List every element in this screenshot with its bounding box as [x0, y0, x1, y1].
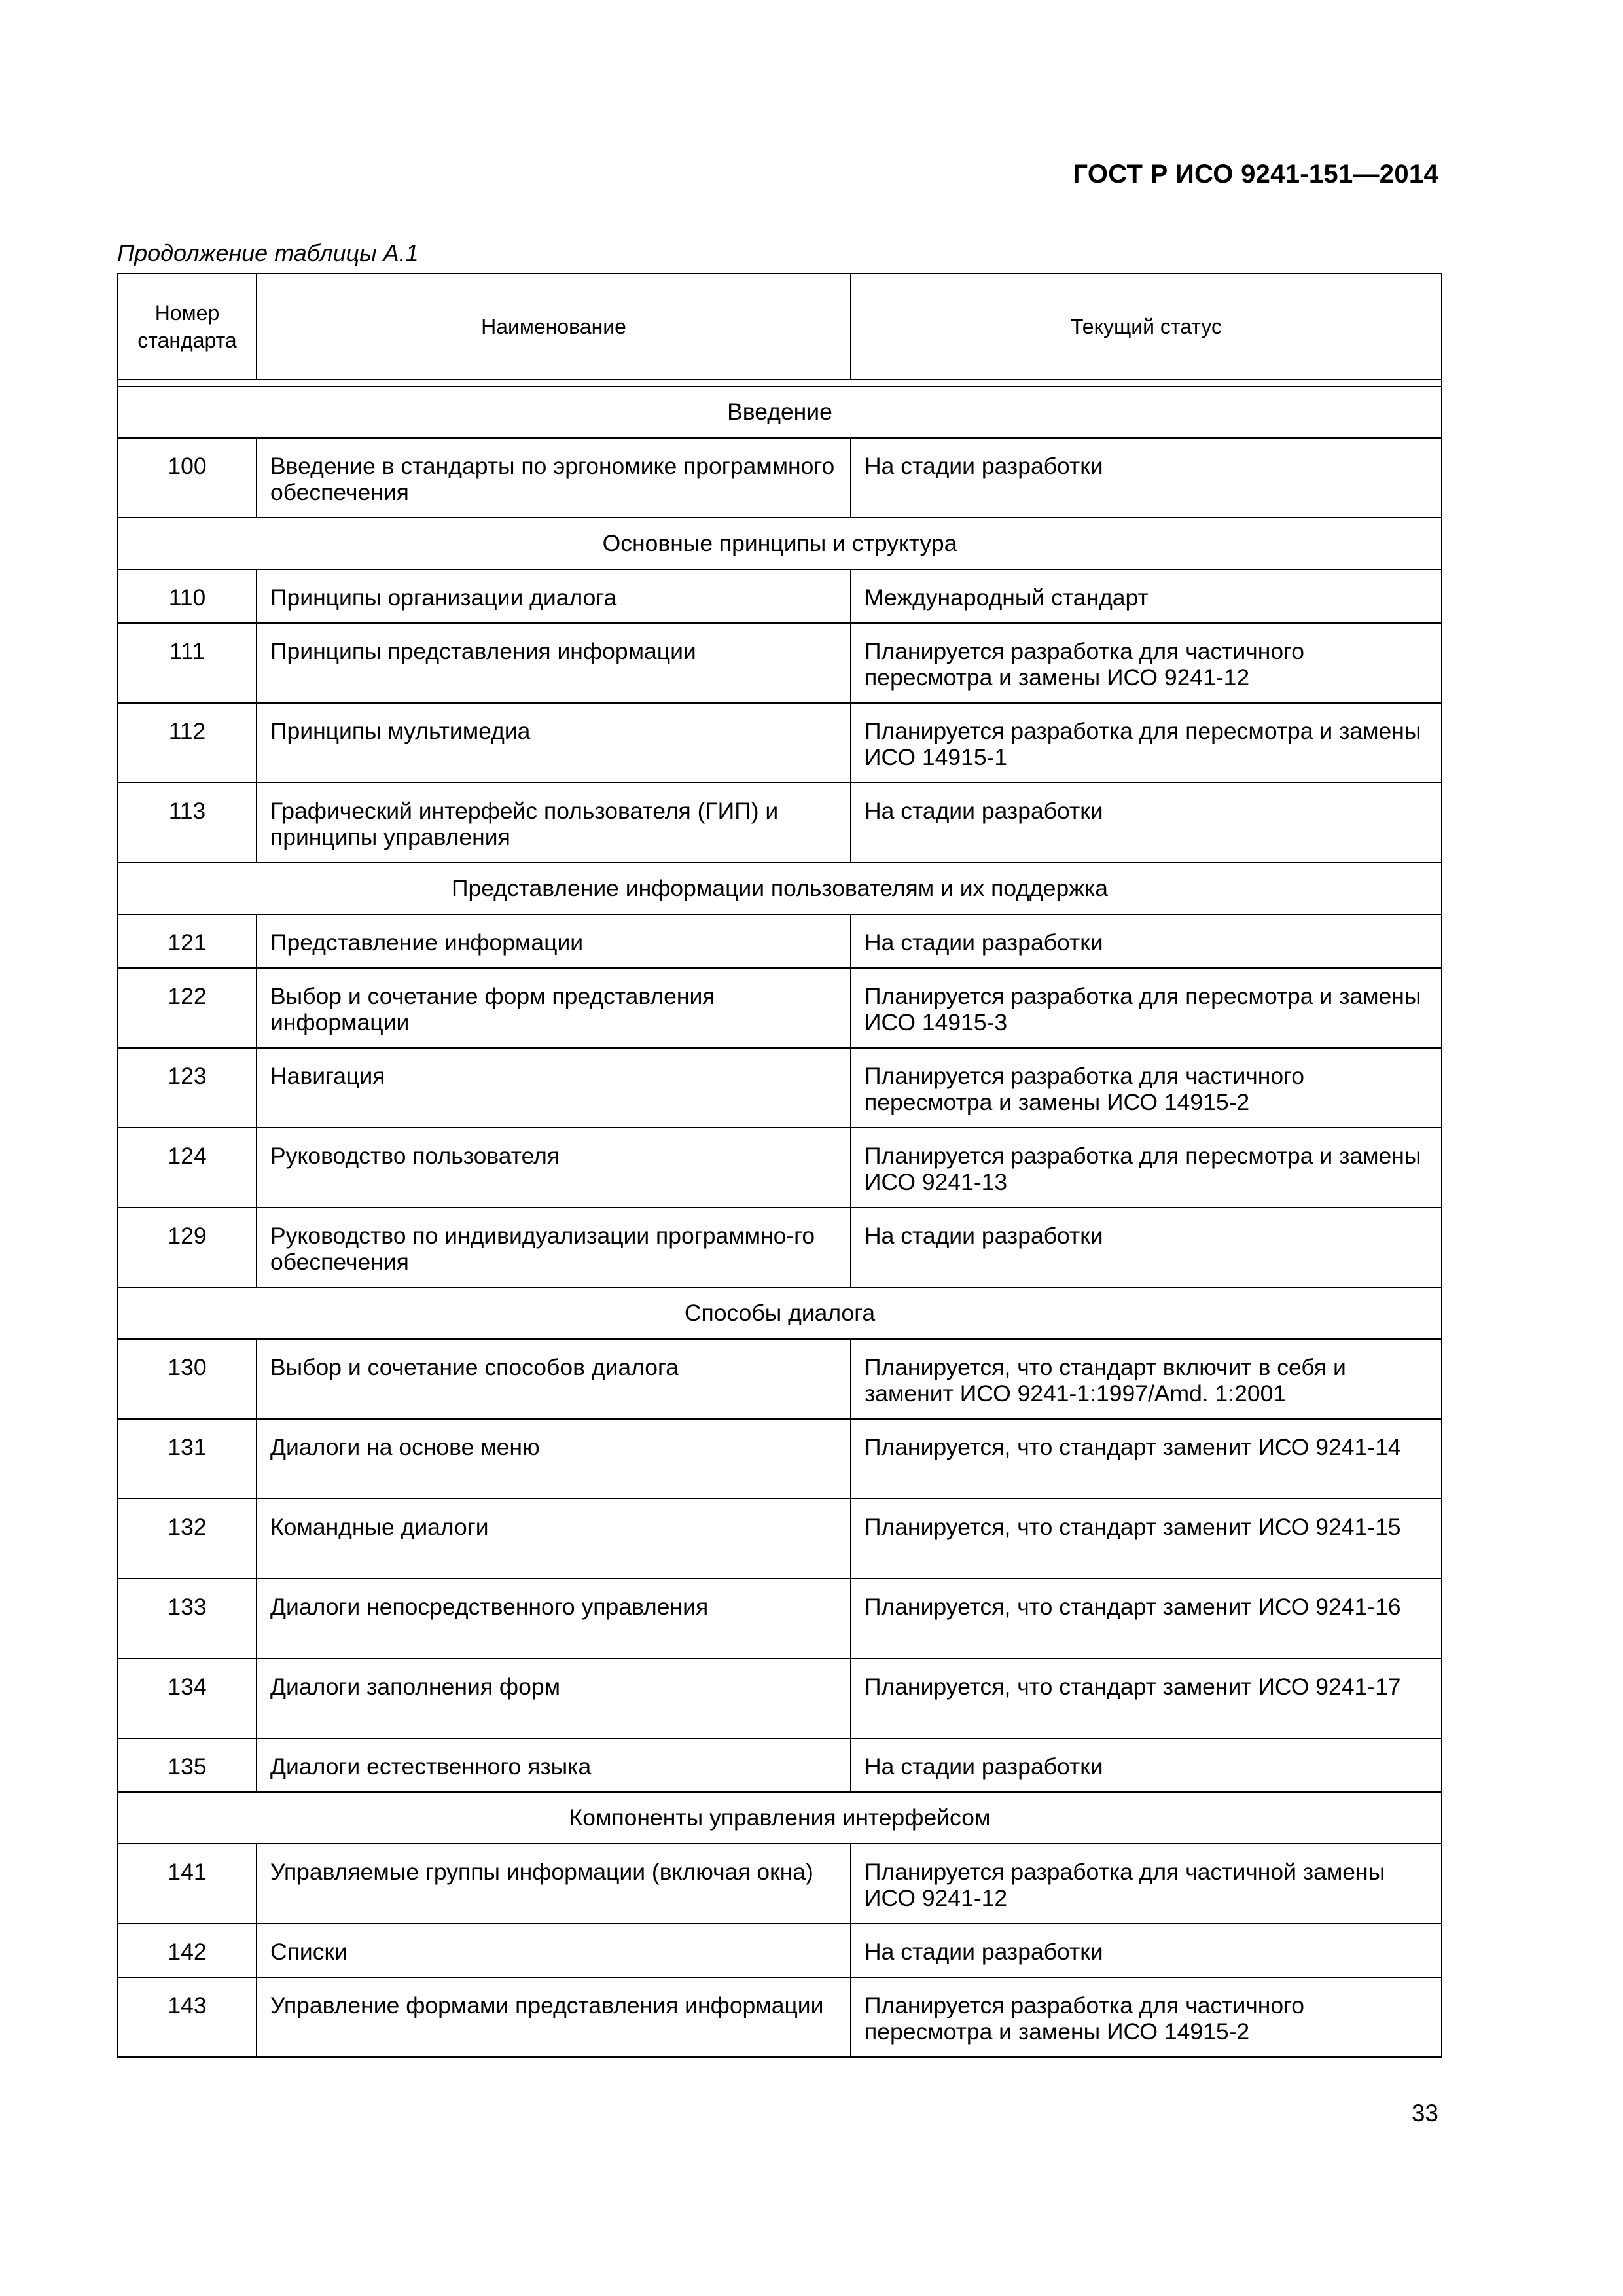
table-row	[118, 1128, 1442, 1208]
section-row	[118, 1287, 1442, 1339]
table-row	[118, 1924, 1442, 1977]
standard-status-cell: Планируется, что стандарт заменит ИСО 9241-15	[851, 1499, 1442, 1579]
standard-number-cell: 100	[118, 438, 257, 518]
standard-status-cell: Планируется разработка для пересмотра и замены ИСО 14915-1	[851, 703, 1442, 783]
table-row	[118, 1659, 1442, 1738]
header-standard-number: Номер стандарта	[118, 274, 257, 380]
standard-number-cell: 132	[118, 1499, 257, 1579]
table-row	[118, 1419, 1442, 1499]
table-row	[118, 623, 1442, 703]
table-row	[118, 783, 1442, 863]
standard-status-cell: На стадии разработки	[851, 914, 1442, 968]
table-row	[118, 1499, 1442, 1579]
section-title: Введение	[118, 386, 1442, 438]
standard-name-cell: Командные диалоги	[257, 1499, 851, 1579]
standard-status-cell: На стадии разработки	[851, 1208, 1442, 1287]
standard-name-cell: Принципы мультимедиа	[257, 703, 851, 783]
standard-status-cell: На стадии разработки	[851, 1924, 1442, 1977]
standard-status-cell: Планируется разработка для частичного пересмотра и замены ИСО 14915-2	[851, 1048, 1442, 1128]
table-row	[118, 703, 1442, 783]
standard-name-cell: Выбор и сочетание способов диалога	[257, 1339, 851, 1419]
standard-number-cell: 133	[118, 1579, 257, 1659]
table-row	[118, 1738, 1442, 1792]
table-row	[118, 1048, 1442, 1128]
standard-status-cell: Планируется разработка для пересмотра и замены ИСО 14915-3	[851, 968, 1442, 1048]
standard-status-cell: Планируется, что стандарт заменит ИСО 9241-16	[851, 1579, 1442, 1659]
table-row	[118, 1208, 1442, 1287]
table-row	[118, 1844, 1442, 1924]
standard-name-cell: Выбор и сочетание форм представления информации	[257, 968, 851, 1048]
standard-number-cell: 123	[118, 1048, 257, 1128]
standard-status-cell: Планируется разработка для частичной замены ИСО 9241-12	[851, 1844, 1442, 1924]
standard-number-cell: 112	[118, 703, 257, 783]
standard-number-cell: 135	[118, 1738, 257, 1792]
table-row	[118, 1579, 1442, 1659]
standard-number-cell: 143	[118, 1977, 257, 2057]
standard-number-cell: 142	[118, 1924, 257, 1977]
standard-name-cell: Диалоги на основе меню	[257, 1419, 851, 1499]
standard-number-cell: 130	[118, 1339, 257, 1419]
standard-name-cell: Руководство по индивидуализации программно-го обеспечения	[257, 1208, 851, 1287]
standard-status-cell: Планируется, что стандарт заменит ИСО 9241-17	[851, 1659, 1442, 1738]
standards-table	[117, 273, 1442, 2058]
header-name: Наименование	[257, 274, 851, 380]
page-number: 33	[1411, 2100, 1438, 2126]
table-header-row	[118, 274, 1442, 380]
standard-name-cell: Руководство пользователя	[257, 1128, 851, 1208]
standard-number-cell: 121	[118, 914, 257, 968]
standard-status-cell: На стадии разработки	[851, 438, 1442, 518]
standard-status-cell: Международный стандарт	[851, 569, 1442, 623]
standard-status-cell: Планируется разработка для частичного пересмотра и замены ИСО 14915-2	[851, 1977, 1442, 2057]
standard-status-cell: Планируется, что стандарт заменит ИСО 9241-14	[851, 1419, 1442, 1499]
standard-name-cell: Списки	[257, 1924, 851, 1977]
standard-number-cell: 134	[118, 1659, 257, 1738]
standard-status-cell: На стадии разработки	[851, 783, 1442, 863]
section-title: Способы диалога	[118, 1287, 1442, 1339]
table-caption: Продолжение таблицы А.1	[117, 240, 419, 266]
section-row	[118, 1792, 1442, 1844]
header-separator	[118, 380, 1442, 386]
standard-name-cell: Введение в стандарты по эргономике программного обеспечения	[257, 438, 851, 518]
standard-name-cell: Диалоги непосредственного управления	[257, 1579, 851, 1659]
table-row	[118, 569, 1442, 623]
section-row	[118, 386, 1442, 438]
standard-name-cell: Управление формами представления информации	[257, 1977, 851, 2057]
section-row	[118, 518, 1442, 569]
document-designation: ГОСТ Р ИСО 9241-151—2014	[1073, 160, 1438, 188]
standard-number-cell: 141	[118, 1844, 257, 1924]
standard-number-cell: 113	[118, 783, 257, 863]
table-body	[118, 380, 1442, 2057]
header-status: Текущий статус	[851, 274, 1442, 380]
standard-status-cell: Планируется разработка для частичного пересмотра и замены ИСО 9241-12	[851, 623, 1442, 703]
section-title: Компоненты управления интерфейсом	[118, 1792, 1442, 1844]
standard-name-cell: Навигация	[257, 1048, 851, 1128]
standard-number-cell: 110	[118, 569, 257, 623]
section-title: Представление информации пользователям и их поддержка	[118, 863, 1442, 914]
table-row	[118, 914, 1442, 968]
standard-name-cell: Принципы представления информации	[257, 623, 851, 703]
standard-name-cell: Принципы организации диалога	[257, 569, 851, 623]
standard-number-cell: 129	[118, 1208, 257, 1287]
standard-status-cell: Планируется, что стандарт включит в себя и заменит ИСО 9241-1:1997/Amd. 1:2001	[851, 1339, 1442, 1419]
standard-name-cell: Графический интерфейс пользователя (ГИП) и принципы управления	[257, 783, 851, 863]
section-row	[118, 863, 1442, 914]
standard-name-cell: Представление информации	[257, 914, 851, 968]
standard-name-cell: Диалоги заполнения форм	[257, 1659, 851, 1738]
table-row	[118, 438, 1442, 518]
standard-status-cell: Планируется разработка для пересмотра и замены ИСО 9241-13	[851, 1128, 1442, 1208]
standard-number-cell: 111	[118, 623, 257, 703]
standard-name-cell: Управляемые группы информации (включая окна)	[257, 1844, 851, 1924]
table-row	[118, 1339, 1442, 1419]
section-title: Основные принципы и структура	[118, 518, 1442, 569]
table-row	[118, 968, 1442, 1048]
standard-name-cell: Диалоги естественного языка	[257, 1738, 851, 1792]
standard-number-cell: 131	[118, 1419, 257, 1499]
standard-status-cell: На стадии разработки	[851, 1738, 1442, 1792]
standard-number-cell: 122	[118, 968, 257, 1048]
table-row	[118, 1977, 1442, 2057]
standard-number-cell: 124	[118, 1128, 257, 1208]
